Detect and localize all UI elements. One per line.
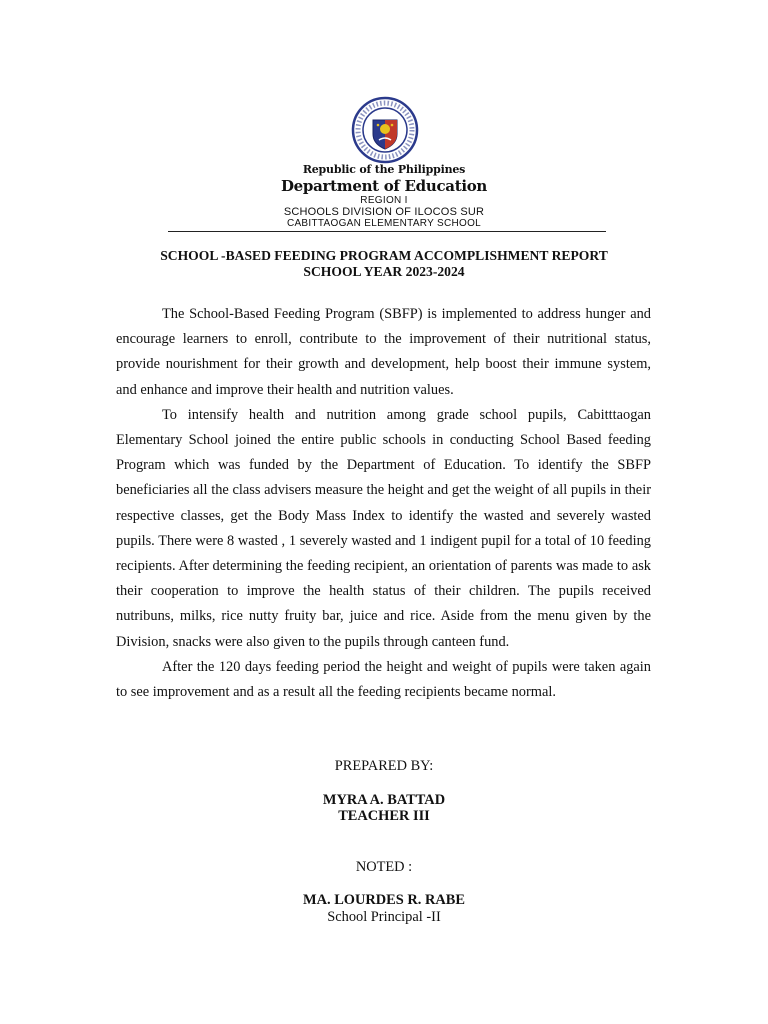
division-heading: SCHOOLS DIVISION OF ILOCOS SUR	[283, 206, 485, 218]
region-heading: REGION I	[360, 195, 408, 206]
report-body	[116, 302, 651, 705]
paragraph-1: The School-Based Feeding Program (SBFP) is implemented to address hunger and encourage learners to enroll, contribute to the improvement of their nutritional status, provide nourishment for their growth and development, help boost their immune system, and enhance and improve their health and nutrition values.	[116, 306, 651, 398]
prepared-by-label: PREPARED BY:	[334, 758, 434, 774]
republic-heading: Republic of the Philippines	[302, 163, 466, 176]
deped-seal-logo	[351, 96, 419, 164]
paragraph-3: After the 120 days feeding period the height and weight of pupils were taken again to see improvement and as a result all the feeding recipients became normal.	[116, 658, 651, 701]
seal-icon	[351, 96, 419, 164]
noter-name: MA. LOURDES R. RABE	[303, 892, 465, 908]
preparer-title: TEACHER III	[338, 808, 430, 824]
school-heading: CABITTAOGAN ELEMENTARY SCHOOL	[286, 218, 482, 229]
department-heading: Department of Education	[280, 177, 488, 195]
preparer-name: MYRA A. BATTAD	[322, 792, 446, 808]
report-subtitle: SCHOOL YEAR 2023-2024	[303, 264, 465, 279]
letterhead-divider	[168, 231, 606, 232]
noter-title: School Principal -II	[327, 909, 441, 925]
noted-label: NOTED :	[355, 859, 413, 875]
paragraph-2: To intensify health and nutrition among grade school pupils, Cabitttaogan Elementary School joined the entire public schools in conducting School Based feeding Program which was funded by the Department of Education. To identify the SBFP beneficiaries all the class advisers measure the height and get the weight of all pupils in their respective classes, get the Body Mass Index to identify the wasted and severely wasted pupils. There were 8 wasted , 1 severely wasted and 1 indigent pupil for a total of 10 feeding recipients. After determining the feeding recipient, an orientation of parents was made to ask their cooperation to improve the health status of their children. The pupils received nutribuns, milks, rice nutty fruity bar, juice and rice. Aside from the menu given by the Division, snacks were also given to the pupils through canteen fund.	[116, 406, 651, 650]
report-title: SCHOOL -BASED FEEDING PROGRAM ACCOMPLISHMENT REPORT	[160, 248, 608, 263]
